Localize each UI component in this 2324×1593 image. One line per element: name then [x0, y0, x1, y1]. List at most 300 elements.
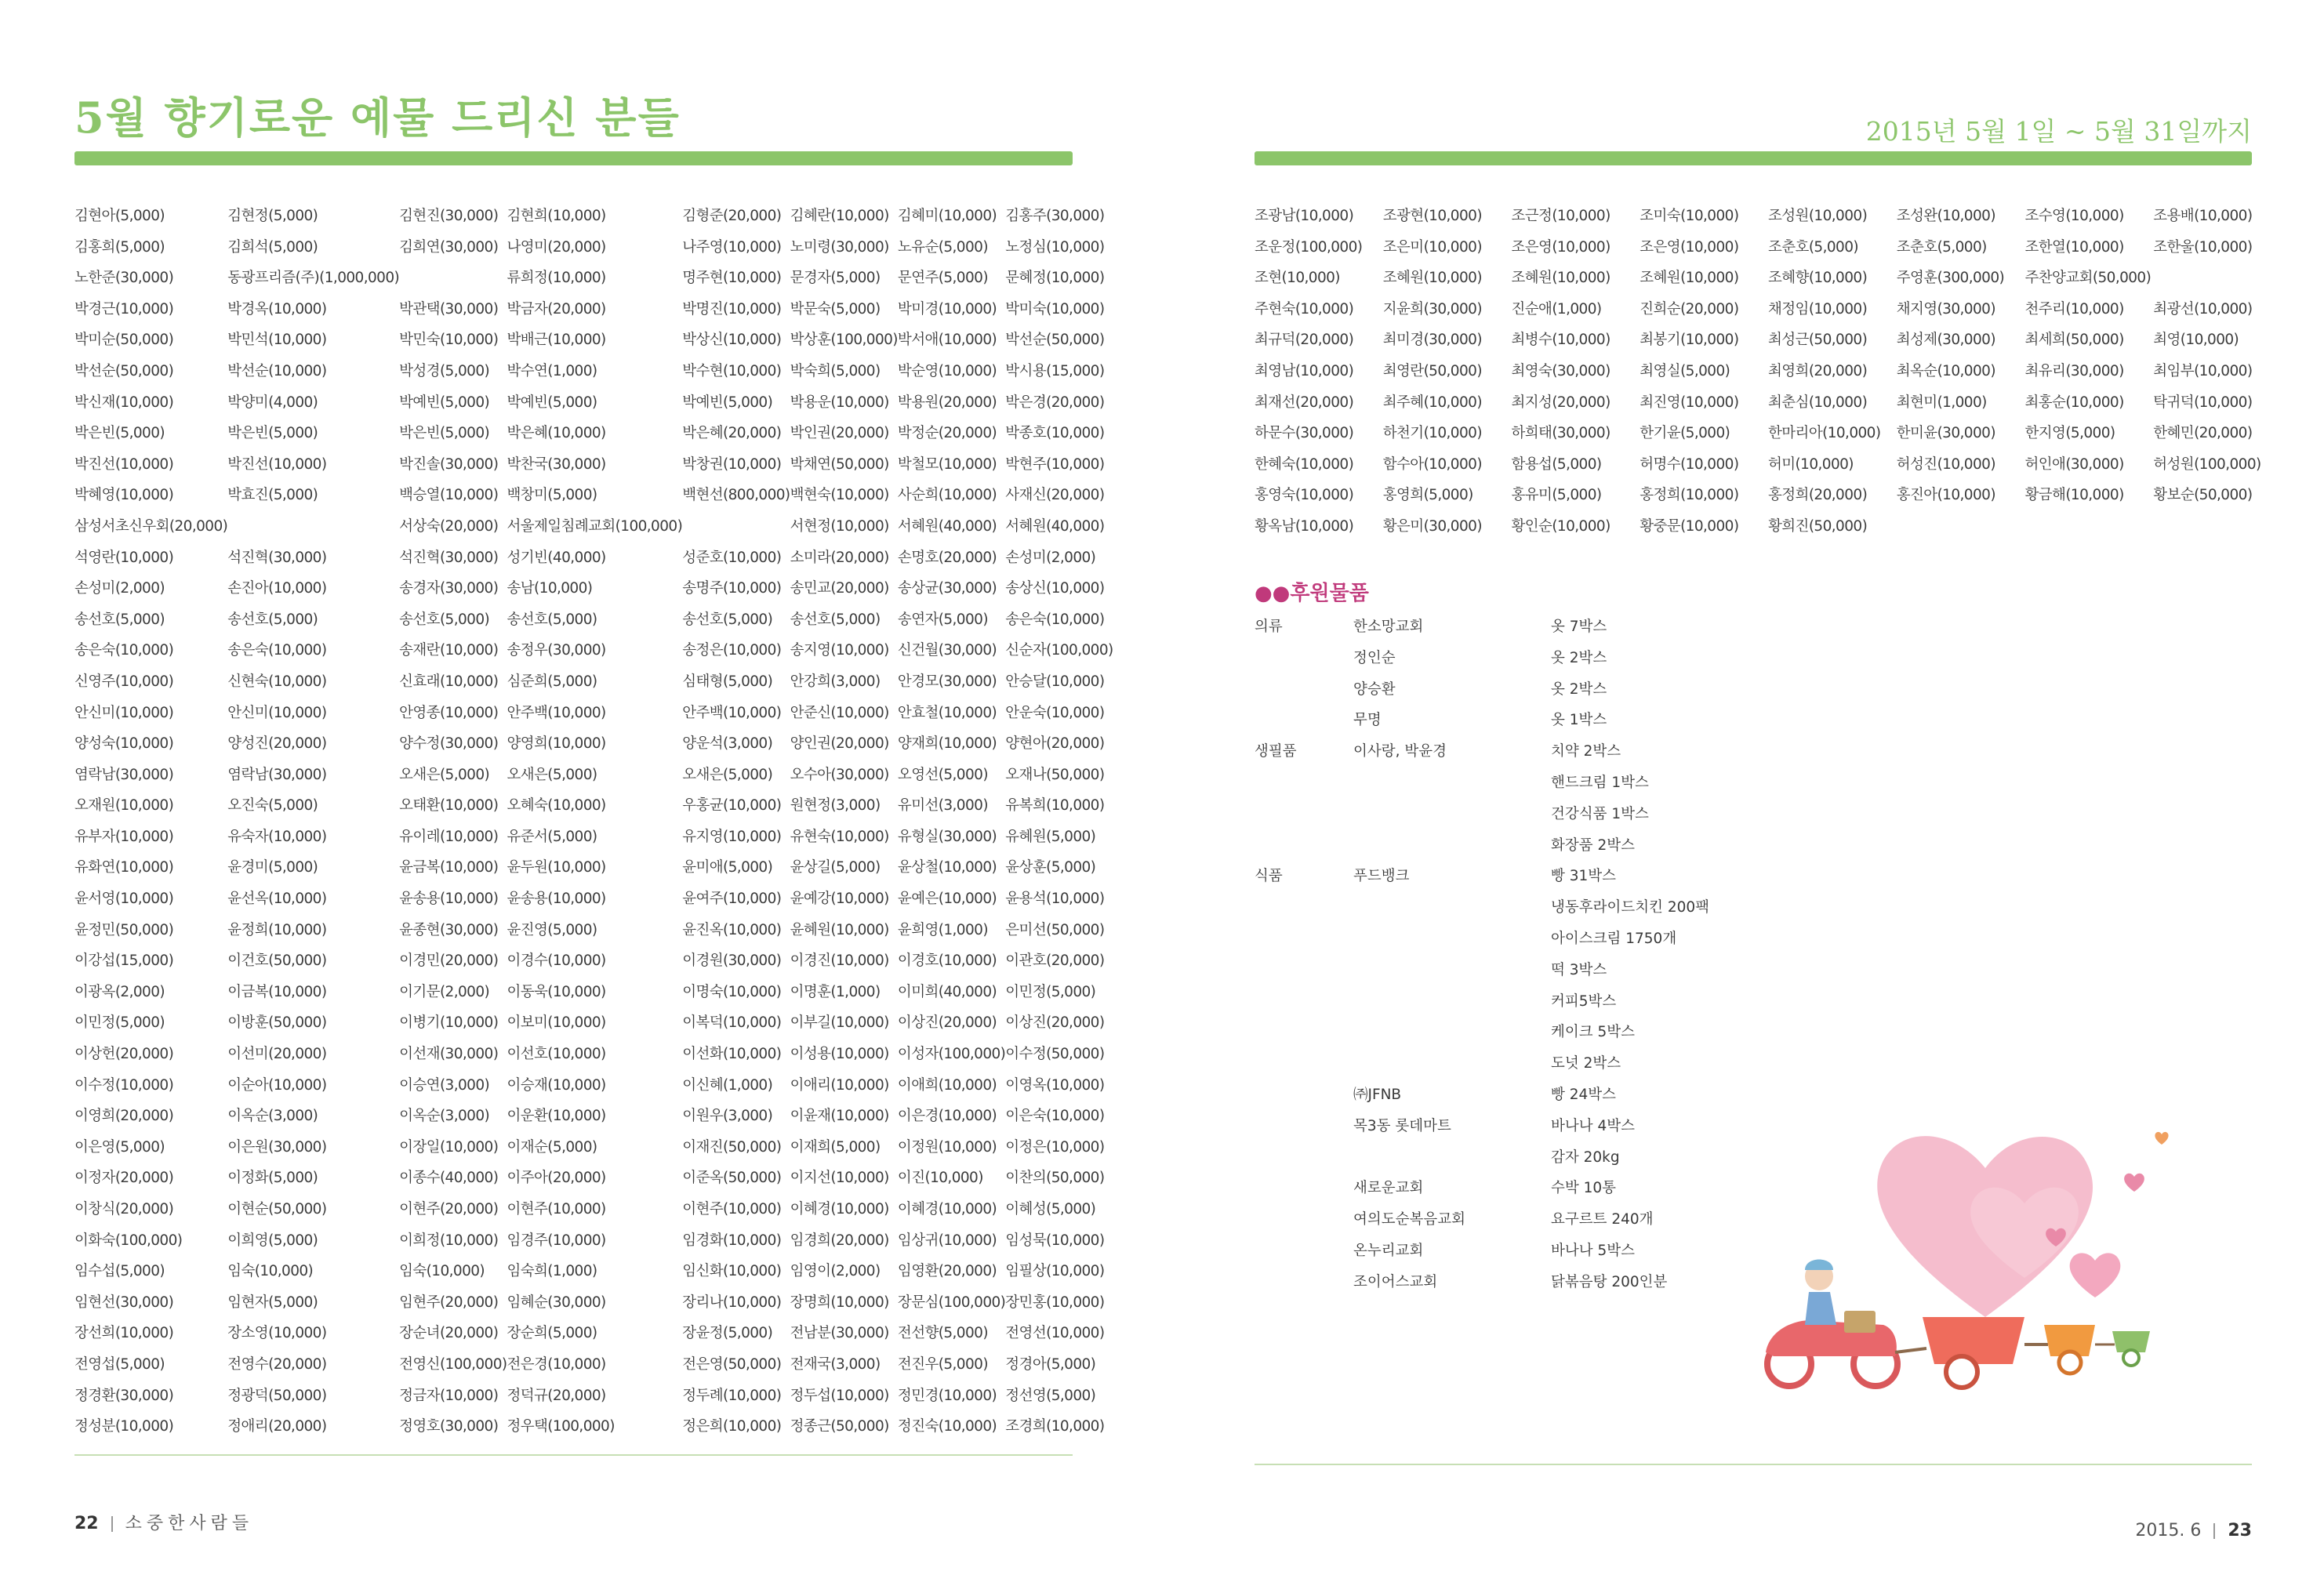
item-giver: ㈜JFNB	[1353, 1086, 1402, 1103]
donor-entry: 신건월(30,000)	[897, 642, 997, 659]
donor-entry: 황보순(50,000)	[2153, 487, 2253, 504]
donor-entry: 성준호(10,000)	[682, 549, 782, 566]
donor-entry: 유준서(5,000)	[507, 828, 597, 845]
donor-entry: 유현숙(10,000)	[790, 828, 889, 845]
donor-entry: 손명호(20,000)	[897, 549, 997, 566]
footer-right	[2135, 1521, 2252, 1540]
sponsor-item-row	[1255, 955, 1882, 986]
donor-entry: 조춘호(5,000)	[1896, 238, 1987, 256]
donor-entry: 석진혁(30,000)	[227, 549, 327, 566]
donor-entry: 임성묵(10,000)	[1005, 1232, 1105, 1249]
donor-entry: 장민홍(10,000)	[1005, 1294, 1105, 1311]
item-gift: 커피5박스	[1551, 992, 1617, 1010]
donor-entry: 심태형(5,000)	[682, 673, 773, 690]
item-gift: 케이크 5박스	[1551, 1024, 1636, 1041]
donor-entry: 조근정(10,000)	[1511, 208, 1610, 224]
donor-entry: 이창식(20,000)	[74, 1201, 174, 1217]
donor-entry: 윤상길(5,000)	[790, 859, 881, 876]
donor-entry: 이은영(5,000)	[74, 1138, 165, 1156]
donor-entry: 홍유미(5,000)	[1511, 487, 1602, 504]
donor-entry: 조혜원(10,000)	[1382, 270, 1482, 287]
donor-entry: 손성미(2,000)	[1005, 549, 1096, 566]
donor-entry: 송명주(10,000)	[682, 580, 782, 597]
donor-entry: 윤종현(30,000)	[399, 921, 499, 938]
donor-entry: 박미경(10,000)	[897, 300, 997, 318]
donor-entry	[2025, 511, 2154, 542]
donor-entry: 이상헌(20,000)	[74, 1046, 174, 1063]
donor-entry: 유지영(10,000)	[682, 828, 782, 845]
donor-entry: 임경주(10,000)	[507, 1232, 606, 1249]
donor-entry: 정종근(50,000)	[790, 1418, 889, 1435]
item-giver: 새로운교회	[1353, 1180, 1424, 1197]
donor-entry: 박예빈(5,000)	[399, 394, 490, 411]
item-gift: 냉동후라이드치킨 200팩	[1551, 899, 1710, 916]
donor-entry: 안강희(3,000)	[790, 673, 881, 690]
donor-entry	[399, 263, 507, 294]
donor-entry: 윤금복(10,000)	[399, 859, 499, 876]
item-category: 식품	[1255, 868, 1283, 885]
donor-entry: 함용섭(5,000)	[1511, 455, 1602, 473]
donor-entry: 송연자(5,000)	[897, 611, 988, 628]
donor-entry: 박정순(20,000)	[897, 425, 997, 442]
donor-entry: 이진(10,000)	[897, 1170, 983, 1187]
donor-entry: 송선호(5,000)	[507, 611, 597, 628]
donor-entry: 정성분(10,000)	[74, 1418, 174, 1435]
donor-entry: 최병수(10,000)	[1511, 332, 1610, 349]
period-label: 2015년 5월 1일 ~ 5월 31일까지	[1865, 116, 2252, 147]
donor-entry: 허성원(100,000)	[2153, 455, 2261, 473]
donor-entry: 서울제일침례교회(100,000)	[507, 517, 683, 535]
donor-entry: 김현희(10,000)	[507, 208, 606, 224]
donor-entry	[2153, 511, 2282, 542]
donor-entry: 송선호(5,000)	[682, 611, 773, 628]
donor-entry: 송지영(10,000)	[790, 642, 889, 659]
donor-entry: 유부자(10,000)	[74, 828, 174, 845]
donor-entry: 최유리(30,000)	[2024, 362, 2124, 379]
item-giver: 양승환	[1353, 680, 1396, 698]
donor-entry: 김현진(30,000)	[399, 208, 499, 224]
donor-entry: 조혜향(10,000)	[1768, 270, 1868, 287]
donor-entry: 사순희(10,000)	[897, 487, 997, 504]
donor-entry: 임숙(10,000)	[399, 1263, 485, 1280]
donor-entry: 이선미(20,000)	[227, 1046, 327, 1063]
donor-entry: 이민정(5,000)	[1005, 983, 1096, 1000]
donor-entry: 전영섭(5,000)	[74, 1355, 165, 1373]
donor-entry: 한기윤(5,000)	[1640, 425, 1730, 442]
page-number-left: 22	[74, 1514, 99, 1533]
donor-entry: 박신재(10,000)	[74, 394, 174, 411]
donor-entry: 이민정(5,000)	[74, 1014, 165, 1032]
donor-entry: 최지성(20,000)	[1511, 394, 1610, 411]
item-gift: 수박 10통	[1551, 1180, 1617, 1197]
donor-entry: 오새은(5,000)	[399, 766, 490, 783]
donor-entry: 이현주(10,000)	[682, 1201, 782, 1217]
donor-entry: 하희태(30,000)	[1511, 425, 1610, 442]
donor-entry: 최영란(50,000)	[1382, 362, 1482, 379]
donor-entry: 이지선(10,000)	[790, 1170, 889, 1187]
donor-entry	[2153, 263, 2282, 294]
donor-entry: 안운숙(10,000)	[1005, 704, 1105, 721]
donor-entry: 최성근(50,000)	[1768, 332, 1868, 349]
donor-entry: 박민숙(10,000)	[399, 332, 499, 349]
donor-entry: 조혜원(10,000)	[1640, 270, 1739, 287]
donor-entry: 홍정희(10,000)	[1640, 487, 1739, 504]
donor-entry: 안효철(10,000)	[897, 704, 997, 721]
donor-entry: 송선호(5,000)	[74, 611, 165, 628]
donor-entry: 송은숙(10,000)	[74, 642, 174, 659]
donor-entry: 조성원(10,000)	[1768, 208, 1868, 224]
donor-entry: 정은희(10,000)	[682, 1418, 782, 1435]
donor-entry: 이애리(10,000)	[790, 1076, 889, 1094]
donor-entry	[682, 511, 790, 542]
donor-entry: 정두례(10,000)	[682, 1387, 782, 1404]
item-gift: 건강식품 1박스	[1551, 805, 1649, 822]
donor-entry: 박은혜(10,000)	[507, 425, 606, 442]
donor-entry: 오재나(50,000)	[1005, 766, 1105, 783]
donor-entry: 임숙(10,000)	[227, 1263, 314, 1280]
donor-entry: 유이레(10,000)	[399, 828, 499, 845]
donor-entry: 이광옥(2,000)	[74, 983, 165, 1000]
donor-entry: 최영남(10,000)	[1255, 362, 1354, 379]
donor-entry: 심준희(5,000)	[507, 673, 597, 690]
donor-entry: 최봉기(10,000)	[1640, 332, 1739, 349]
donor-entry: 백창미(5,000)	[507, 487, 597, 504]
issue-date: 2015. 6	[2135, 1521, 2202, 1540]
donor-entry: 박금자(20,000)	[507, 300, 606, 318]
sponsor-item-row	[1255, 611, 1882, 643]
donor-entry: 윤정희(10,000)	[227, 921, 327, 938]
donor-entry: 박숙희(5,000)	[790, 362, 881, 379]
donor-entry: 이희영(5,000)	[227, 1232, 318, 1249]
donor-entry: 최규덕(20,000)	[1255, 332, 1354, 349]
donor-entry: 최임부(10,000)	[2153, 362, 2253, 379]
donor-entry: 윤서영(10,000)	[74, 891, 174, 908]
donor-entry: 서혜원(40,000)	[1005, 517, 1105, 535]
donor-entry: 송남(10,000)	[507, 580, 593, 597]
donor-entry: 노유순(5,000)	[897, 238, 988, 256]
donor-entry: 박경옥(10,000)	[227, 300, 327, 318]
item-gift: 바나나 4박스	[1551, 1117, 1636, 1134]
donor-entry: 박혜영(10,000)	[74, 487, 174, 504]
donor-entry: 소미라(20,000)	[790, 549, 889, 566]
donor-entry: 윤희영(1,000)	[897, 921, 988, 938]
donor-entry: 황은미(30,000)	[1382, 517, 1482, 535]
donor-entry: 오새은(5,000)	[682, 766, 773, 783]
donor-entry: 박미숙(10,000)	[1005, 300, 1105, 318]
donor-entry: 이정화(5,000)	[227, 1170, 318, 1187]
donor-entry: 안신미(10,000)	[227, 704, 327, 721]
donor-entry: 이은경(10,000)	[897, 1108, 997, 1125]
donor-entry: 삼성서초신우회(20,000)	[74, 517, 228, 535]
donor-entry: 임숙희(1,000)	[507, 1263, 597, 1280]
donor-entry: 함수아(10,000)	[1382, 455, 1482, 473]
donor-entry: 홍영숙(10,000)	[1255, 487, 1354, 504]
donor-list-right	[1255, 201, 2282, 542]
donor-entry: 오진숙(5,000)	[227, 797, 318, 815]
donor-entry: 임영환(20,000)	[897, 1263, 997, 1280]
donor-entry: 사재신(20,000)	[1005, 487, 1105, 504]
item-gift: 바나나 5박스	[1551, 1242, 1636, 1259]
donor-entry: 홍진아(10,000)	[1896, 487, 1995, 504]
donor-entry: 허인애(30,000)	[2024, 455, 2124, 473]
donor-entry: 송선호(5,000)	[399, 611, 490, 628]
donor-entry: 윤정민(50,000)	[74, 921, 174, 938]
donor-entry: 정경환(30,000)	[74, 1387, 174, 1404]
donor-entry: 이원우(3,000)	[682, 1108, 773, 1125]
donor-entry: 임필상(10,000)	[1005, 1263, 1105, 1280]
donor-entry: 박미순(50,000)	[74, 332, 174, 349]
donor-entry: 유화연(10,000)	[74, 859, 174, 876]
item-giver: 조이어스교회	[1353, 1273, 1438, 1290]
donor-entry: 이강섭(15,000)	[74, 953, 174, 970]
item-gift: 닭볶음탕 200인분	[1551, 1273, 1668, 1290]
donor-entry: 전영선(10,000)	[1005, 1325, 1105, 1342]
donor-entry: 전선향(5,000)	[897, 1325, 988, 1342]
donor-entry: 정선영(5,000)	[1005, 1387, 1096, 1404]
donor-entry: 이장일(10,000)	[399, 1138, 499, 1156]
donor-entry: 서혜원(40,000)	[897, 517, 997, 535]
donor-entry: 송정은(10,000)	[682, 642, 782, 659]
donor-entry: 이옥순(3,000)	[227, 1108, 318, 1125]
donor-entry: 최홍순(10,000)	[2024, 394, 2124, 411]
donor-entry: 홍영희(5,000)	[1382, 487, 1473, 504]
donor-entry: 양영희(10,000)	[507, 735, 606, 753]
donor-entry: 장순녀(20,000)	[399, 1325, 499, 1342]
footer-divider	[111, 1516, 113, 1532]
sponsor-item-row	[1255, 892, 1882, 924]
donor-entry: 이경진(10,000)	[790, 953, 889, 970]
donor-entry: 임현선(30,000)	[74, 1294, 174, 1311]
donor-entry: 원현정(3,000)	[790, 797, 881, 815]
donor-entry: 이은숙(10,000)	[1005, 1108, 1105, 1125]
donor-entry: 임경희(20,000)	[790, 1232, 889, 1249]
donor-entry: 이부길(10,000)	[790, 1014, 889, 1032]
donor-entry: 최옥순(10,000)	[1896, 362, 1995, 379]
donor-entry: 조은영(10,000)	[1511, 238, 1610, 256]
right-page	[1162, 0, 2324, 1593]
donor-entry: 이동욱(10,000)	[507, 983, 606, 1000]
donor-entry: 전재국(3,000)	[790, 1355, 881, 1373]
donor-entry: 정광덕(50,000)	[227, 1387, 327, 1404]
donor-entry: 오수아(30,000)	[790, 766, 889, 783]
donor-entry: 박명진(10,000)	[682, 300, 782, 318]
donor-entry: 윤미애(5,000)	[682, 859, 773, 876]
donor-entry: 윤선옥(10,000)	[227, 891, 327, 908]
donor-entry: 윤진영(5,000)	[507, 921, 597, 938]
donor-entry: 김홍희(5,000)	[74, 238, 165, 256]
donor-entry: 이혜성(5,000)	[1005, 1201, 1096, 1217]
donor-entry: 조혜원(10,000)	[1511, 270, 1610, 287]
donor-entry: 허미(10,000)	[1768, 455, 1854, 473]
donor-entry: 유숙자(10,000)	[227, 828, 327, 845]
item-giver: 푸드뱅크	[1353, 868, 1410, 885]
donor-entry: 박순영(10,000)	[897, 362, 997, 379]
donor-entry: 황희진(50,000)	[1768, 517, 1868, 535]
item-gift: 감자 20kg	[1551, 1148, 1620, 1166]
donor-entry: 최세희(50,000)	[2024, 332, 2124, 349]
donor-entry: 이경수(10,000)	[507, 953, 606, 970]
donor-entry: 조미숙(10,000)	[1640, 208, 1739, 224]
item-giver: 무명	[1353, 712, 1382, 729]
donor-entry: 김희석(5,000)	[227, 238, 318, 256]
donor-entry: 장선희(10,000)	[74, 1325, 174, 1342]
donor-entry: 황중문(10,000)	[1640, 517, 1739, 535]
donor-entry: 윤상철(10,000)	[897, 859, 997, 876]
donor-entry: 이선재(30,000)	[399, 1046, 499, 1063]
scooter-hearts-illustration	[1727, 1082, 2228, 1411]
donor-entry: 이방훈(50,000)	[227, 1014, 327, 1032]
donor-entry: 천주리(10,000)	[2024, 300, 2124, 318]
donor-entry: 이현순(50,000)	[227, 1201, 327, 1217]
donor-entry: 노정심(10,000)	[1005, 238, 1105, 256]
donor-entry: 이미희(40,000)	[897, 983, 997, 1000]
donor-entry: 문경자(5,000)	[790, 270, 881, 287]
donor-entry: 정경아(5,000)	[1005, 1355, 1096, 1373]
item-giver: 한소망교회	[1353, 619, 1424, 635]
donor-entry: 임혜순(30,000)	[507, 1294, 606, 1311]
donor-entry: 주찬양교회(50,000)	[2024, 270, 2152, 287]
donor-entry: 윤여주(10,000)	[682, 891, 782, 908]
donor-entry: 이애희(10,000)	[897, 1076, 997, 1094]
item-giver: 목3동 롯데마트	[1353, 1117, 1451, 1134]
donor-entry: 최춘심(10,000)	[1768, 394, 1868, 411]
donor-entry: 임현자(5,000)	[227, 1294, 318, 1311]
donor-entry: 전은영(50,000)	[682, 1355, 782, 1373]
donor-entry: 윤두원(10,000)	[507, 859, 606, 876]
donor-entry: 신영주(10,000)	[74, 673, 174, 690]
donor-entry: 임상귀(10,000)	[897, 1232, 997, 1249]
donor-entry: 이성자(100,000)	[897, 1046, 1006, 1063]
bottom-rule	[1255, 1464, 2252, 1465]
donor-entry: 조운정(100,000)	[1255, 238, 1363, 256]
donor-entry: 박양미(4,000)	[227, 394, 318, 411]
donor-list-left	[74, 201, 1113, 1442]
donor-entry: 최재선(20,000)	[1255, 394, 1354, 411]
donor-entry: 최미경(30,000)	[1382, 332, 1482, 349]
donor-entry: 장명희(10,000)	[790, 1294, 889, 1311]
donor-entry: 박은빈(5,000)	[74, 425, 165, 442]
donor-entry: 유혜원(5,000)	[1005, 828, 1096, 845]
donor-entry: 조한열(10,000)	[2024, 238, 2124, 256]
sponsor-item-row	[1255, 924, 1882, 955]
donor-entry: 전은경(10,000)	[507, 1355, 606, 1373]
donor-entry: 박찬국(30,000)	[507, 455, 606, 473]
donor-entry: 전남분(30,000)	[790, 1325, 889, 1342]
donor-entry: 명주현(10,000)	[682, 270, 782, 287]
donor-entry: 이윤재(10,000)	[790, 1108, 889, 1125]
donor-entry: 임수섭(5,000)	[74, 1263, 165, 1280]
donor-entry: 하천기(10,000)	[1382, 425, 1482, 442]
item-gift: 치약 2박스	[1551, 743, 1621, 760]
donor-entry: 정덕규(20,000)	[507, 1387, 606, 1404]
donor-entry: 안승달(10,000)	[1005, 673, 1105, 690]
donor-entry: 최주혜(10,000)	[1382, 394, 1482, 411]
donor-entry: 한혜민(20,000)	[2153, 425, 2253, 442]
donor-entry: 박예빈(5,000)	[682, 394, 773, 411]
donor-entry: 정영호(30,000)	[399, 1418, 499, 1435]
donor-entry: 안주백(10,000)	[682, 704, 782, 721]
item-gift: 빵 24박스	[1551, 1086, 1617, 1103]
donor-entry: 임현주(20,000)	[399, 1294, 499, 1311]
donor-entry: 박선순(10,000)	[227, 362, 327, 379]
donor-entry: 이경호(10,000)	[897, 953, 997, 970]
donor-entry: 윤혜원(10,000)	[790, 921, 889, 938]
donor-entry: 조경희(10,000)	[1005, 1418, 1105, 1435]
donor-entry: 최광선(10,000)	[2153, 300, 2253, 318]
donor-entry: 백현숙(10,000)	[790, 487, 889, 504]
donor-entry: 박종호(10,000)	[1005, 425, 1105, 442]
item-gift: 떡 3박스	[1551, 961, 1607, 978]
donor-entry: 조은미(10,000)	[1382, 238, 1482, 256]
bottom-rule	[74, 1454, 1073, 1456]
donor-entry: 전영신(100,000)	[399, 1355, 507, 1373]
item-category: 의류	[1255, 619, 1283, 635]
donor-entry: 유미선(3,000)	[897, 797, 988, 815]
donor-entry: 조광남(10,000)	[1255, 208, 1354, 224]
item-gift: 요구르트 240개	[1551, 1211, 1654, 1228]
donor-entry: 이정은(10,000)	[1005, 1138, 1105, 1156]
donor-entry: 박수연(1,000)	[507, 362, 597, 379]
donor-entry: 최영(10,000)	[2153, 332, 2239, 349]
sponsor-item-row	[1255, 986, 1882, 1018]
donor-entry: 손진아(10,000)	[227, 580, 327, 597]
donor-entry: 한혜숙(10,000)	[1255, 455, 1354, 473]
donor-entry: 윤경미(5,000)	[227, 859, 318, 876]
donor-entry: 송민교(20,000)	[790, 580, 889, 597]
donor-entry: 박상신(10,000)	[682, 332, 782, 349]
item-gift: 빵 31박스	[1551, 868, 1617, 885]
donor-entry: 황금해(10,000)	[2024, 487, 2124, 504]
donor-entry: 박은경(20,000)	[1005, 394, 1105, 411]
donor-entry: 동광프리즘(주)(1,000,000)	[227, 270, 400, 287]
donor-entry: 조용배(10,000)	[2153, 208, 2253, 224]
donor-entry: 김혜미(10,000)	[897, 208, 997, 224]
donor-entry: 염락남(30,000)	[74, 766, 174, 783]
donor-entry: 장리나(10,000)	[682, 1294, 782, 1311]
donor-entry: 오혜숙(10,000)	[507, 797, 606, 815]
donor-entry: 이정자(20,000)	[74, 1170, 174, 1187]
donor-entry: 양성진(20,000)	[227, 735, 327, 753]
donor-entry: 안영종(10,000)	[399, 704, 499, 721]
sponsor-item-row	[1255, 674, 1882, 706]
donor-entry: 진순애(1,000)	[1511, 300, 1602, 318]
donor-entry: 최현미(1,000)	[1896, 394, 1987, 411]
publication-name: 소중한사람들	[125, 1514, 254, 1533]
donor-entry: 한지영(5,000)	[2024, 425, 2115, 442]
sponsor-section-title: ●●후원물품	[1255, 582, 1369, 605]
donor-entry: 양수정(30,000)	[399, 735, 499, 753]
donor-entry: 조광현(10,000)	[1382, 208, 1482, 224]
donor-entry: 전영수(20,000)	[227, 1355, 327, 1373]
item-giver: 정인순	[1353, 649, 1396, 666]
donor-entry: 서현정(10,000)	[790, 517, 889, 535]
donor-entry: 양재희(10,000)	[897, 735, 997, 753]
donor-entry: 윤예은(10,000)	[897, 891, 997, 908]
donor-entry: 김현아(5,000)	[74, 208, 165, 224]
donor-entry: 김현정(5,000)	[227, 208, 318, 224]
donor-entry: 송선호(5,000)	[227, 611, 318, 628]
item-gift: 아이스크림 1750개	[1551, 930, 1677, 947]
heart-icon	[2070, 1253, 2121, 1297]
donor-entry: 성기빈(40,000)	[507, 549, 606, 566]
donor-entry: 이승재(10,000)	[507, 1076, 606, 1094]
footer-divider	[2213, 1523, 2215, 1539]
donor-entry: 박수현(10,000)	[682, 362, 782, 379]
donor-entry: 이영희(20,000)	[74, 1108, 174, 1125]
donor-entry: 이화숙(100,000)	[74, 1232, 183, 1249]
donor-entry: 정금자(10,000)	[399, 1387, 499, 1404]
donor-entry: 오영선(5,000)	[897, 766, 988, 783]
